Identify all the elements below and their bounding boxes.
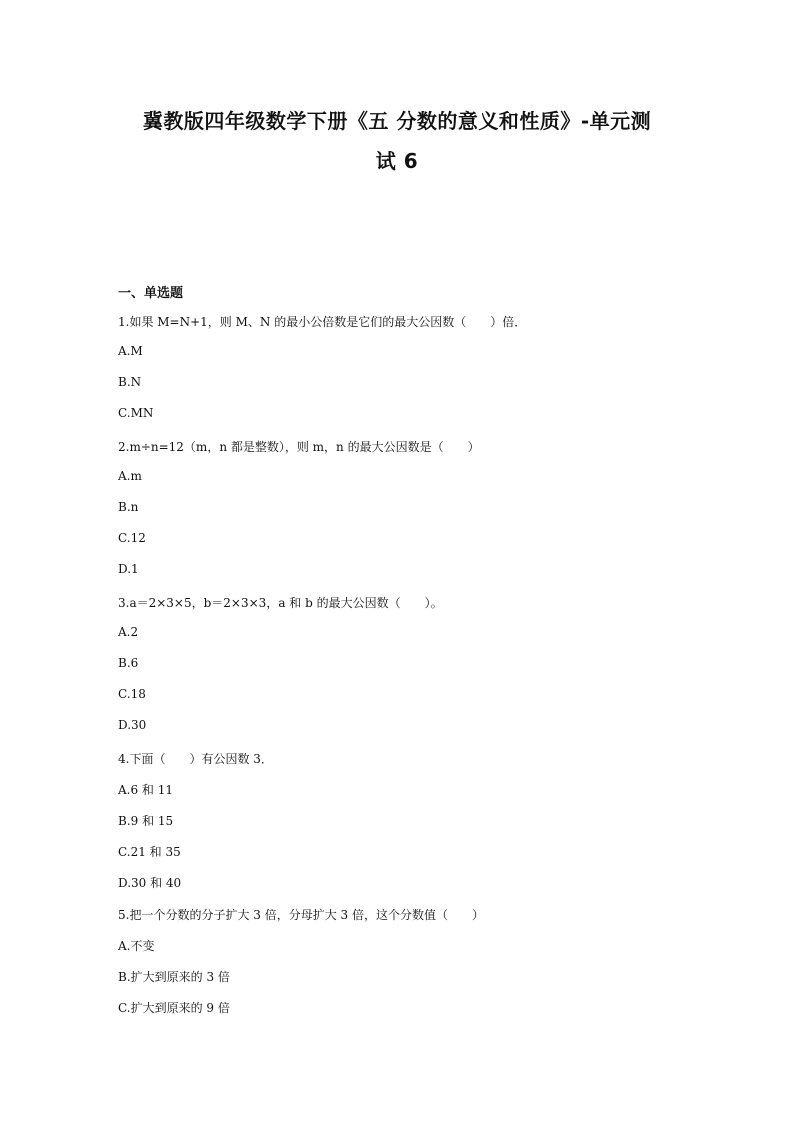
- question-5-option-a: A.不变: [118, 939, 155, 953]
- question-3-option-c: C.18: [118, 687, 146, 701]
- question-4-option-c: C.21 和 35: [118, 845, 181, 859]
- question-3-option-a: A.2: [118, 625, 139, 639]
- question-1-option-b: B.N: [118, 375, 142, 389]
- question-3-option-b: B.6: [118, 656, 139, 670]
- question-1-stem: 1.如果 M=N+1，则 M、N 的最小公倍数是它们的最大公因数（ ）倍．: [118, 315, 527, 329]
- question-1-option-a: A.M: [118, 344, 143, 358]
- question-3-stem: 3.a＝2×3×5，b＝2×3×3，a 和 b 的最大公因数（ ）。: [118, 596, 443, 610]
- document-title-line-1: 冀教版四年级数学下册《五 分数的意义和性质》-单元测: [142, 109, 652, 133]
- question-2-option-b: B.n: [118, 500, 139, 514]
- question-4-stem: 4.下面（ ）有公因数 3．: [118, 752, 273, 766]
- section-heading: 一、单选题: [118, 286, 184, 301]
- question-4-option-b: B.9 和 15: [118, 814, 174, 828]
- question-1-option-c: C.MN: [118, 406, 154, 420]
- question-3-option-d: D.30: [118, 718, 147, 732]
- question-5-stem: 5.把一个分数的分子扩大 3 倍，分母扩大 3 倍，这个分数值（ ）: [118, 908, 484, 922]
- question-5-option-b: B.扩大到原来的 3 倍: [118, 970, 230, 984]
- question-2-option-d: D.1: [118, 562, 139, 576]
- question-4-option-d: D.30 和 40: [118, 876, 182, 890]
- question-2-stem: 2.m÷n=12（m，n 都是整数），则 m，n 的最大公因数是（ ）: [118, 440, 480, 454]
- question-2-option-c: C.12: [118, 531, 146, 545]
- question-5-option-c: C.扩大到原来的 9 倍: [118, 1001, 230, 1015]
- document-title-line-2: 试 6: [375, 149, 419, 173]
- question-4-option-a: A.6 和 11: [118, 783, 174, 797]
- question-2-option-a: A.m: [118, 469, 142, 483]
